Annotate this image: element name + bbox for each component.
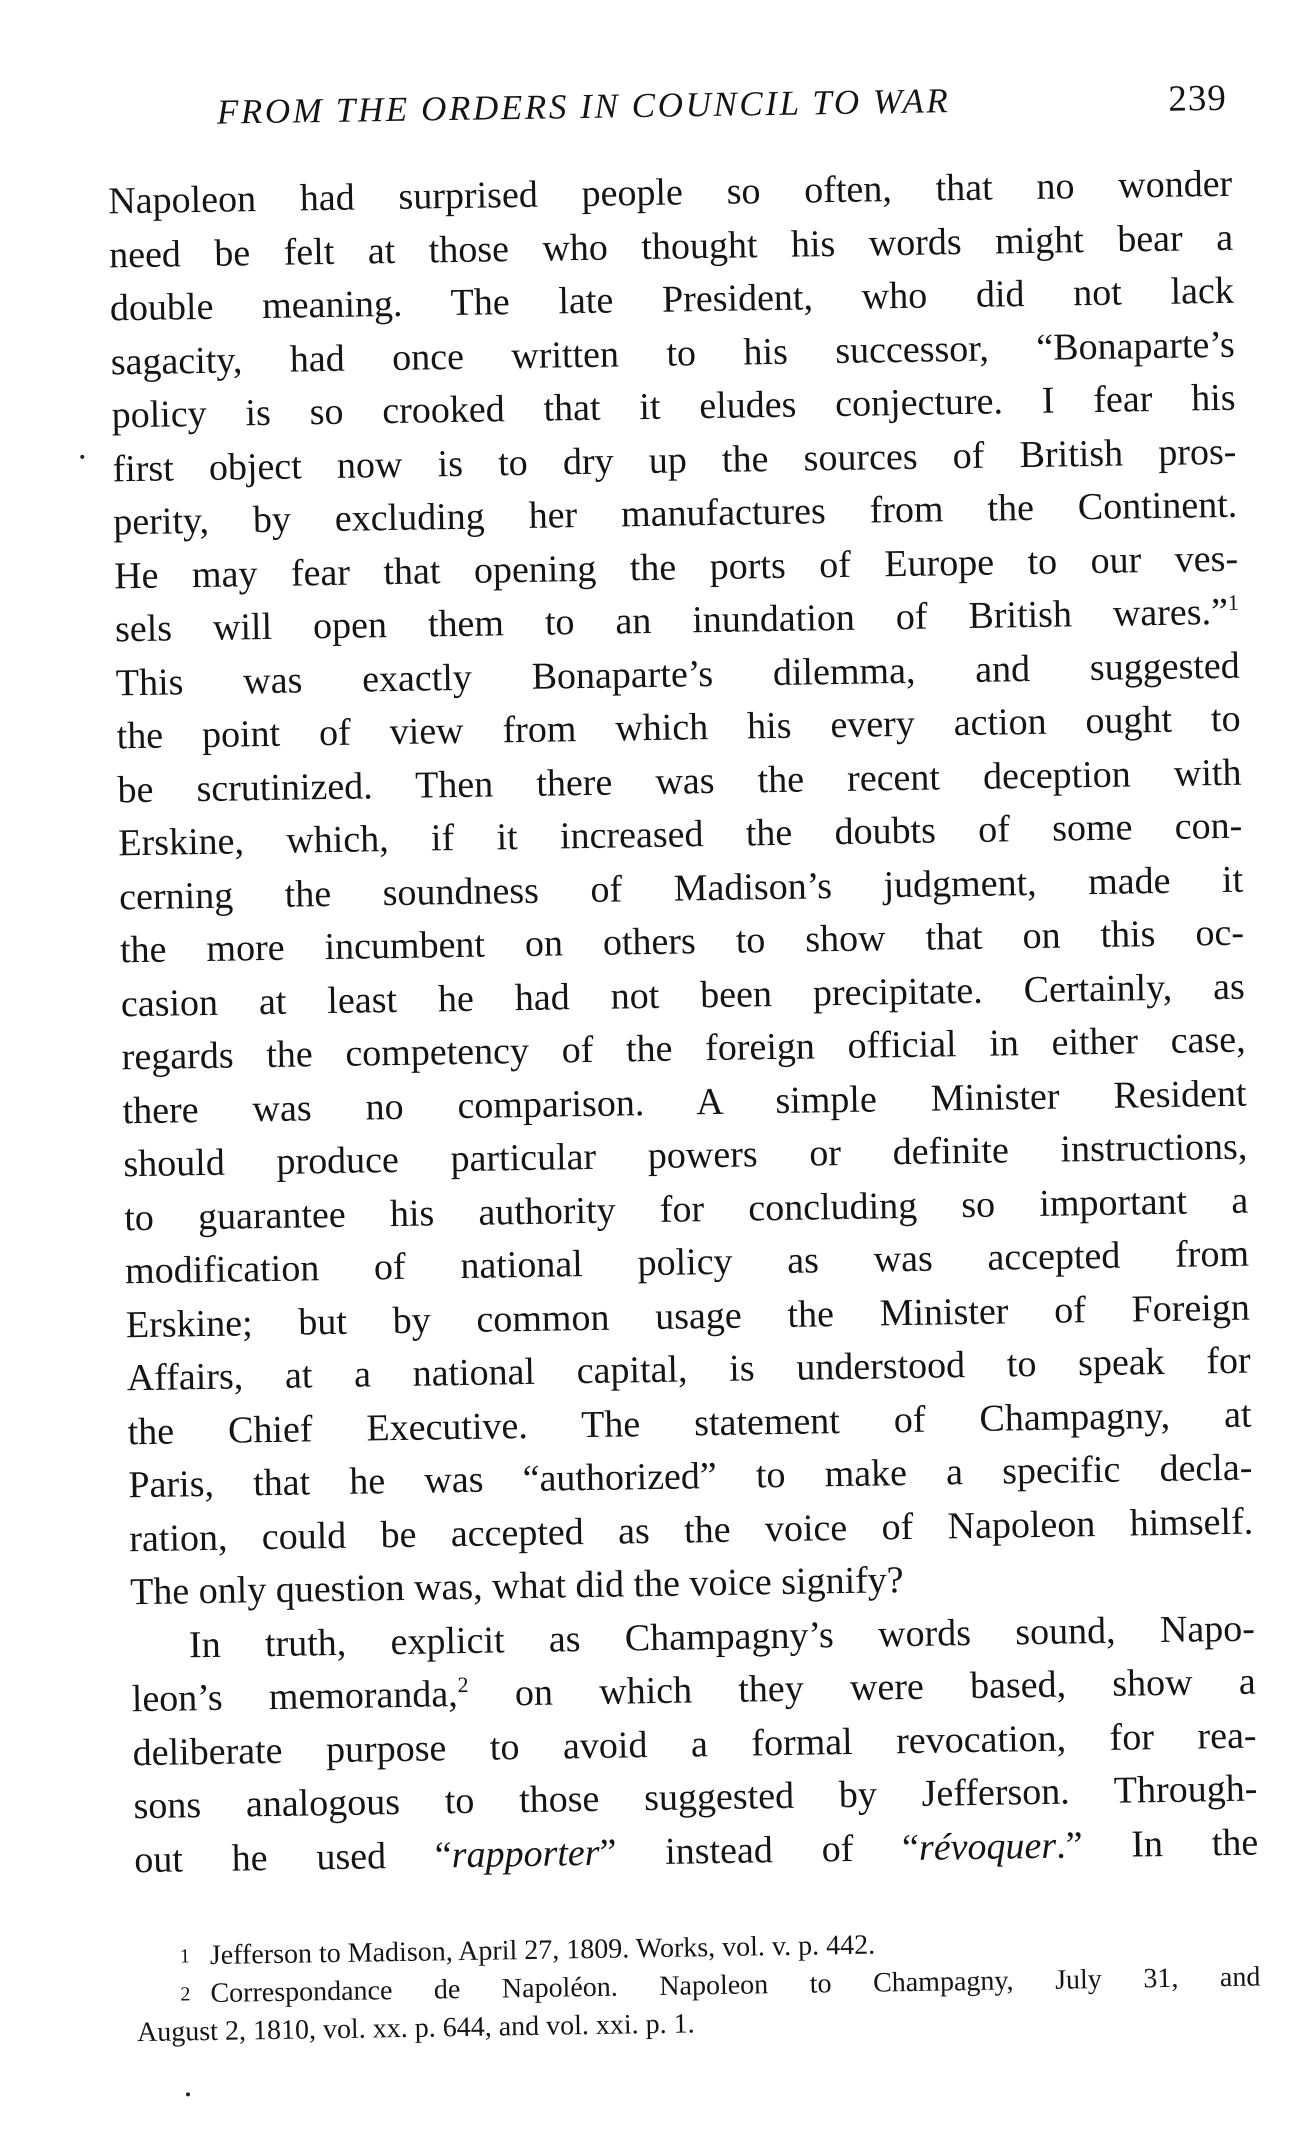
footnote-number: 1 [179,1945,191,1968]
body-line: deliberate purpose to avoid a formal revocation, for rea- [132,1714,1257,1774]
footnote-ref-1[interactable]: 1 [1227,589,1239,615]
paragraph-start-line: In truth, explicit as Champagny’s words sound, Napo- [188,1607,1256,1666]
body-line: This was exactly Bonaparte’s dilemma, and suggested [115,644,1241,704]
margin-speck [80,455,84,459]
body-line-text: leon’s memoranda, [131,1673,459,1721]
body-line: ration, could be accepted as the voice of Napoleon himself. [128,1500,1254,1560]
body-line: regards the competency of the foreign official in either case, [121,1018,1246,1079]
footnote-ref-2[interactable]: 2 [457,1671,469,1698]
body-line: Paris, that he was “authorized” to make a specific decla- [128,1446,1253,1507]
body-line: Erskine, which, if it increased the doubts of some con- [118,804,1243,865]
body-line: He may fear that opening the ports of Europe to our ves- [113,537,1239,597]
footnote-text: Correspondance de Napoléon. Napoleon to Champagny, July 31, and [210,1961,1261,2010]
italic-term-rapporter: rapporter [451,1831,600,1876]
page-number: 239 [1167,77,1228,120]
body-text [108,158,1259,1887]
body-line: first object now is to dry up the sources of British pros- [112,430,1237,490]
body-line: policy is so crooked that it eludes conjecture. I fear his [111,376,1236,437]
body-line-text: ” instead of “ [599,1826,920,1874]
footnote-2-continuation: August 2, 1810, vol. xx. p. 644, and vol. xxi. p. 1. [136,2008,695,2049]
body-line: be scrutinized. Then there was the recent deception with [117,751,1242,811]
body-line: Napoleon had surprised people so often, that no wonder [107,162,1233,223]
body-line: cerning the soundness of Madison’s judgment, made it [118,858,1244,918]
running-head-title: FROM THE ORDERS IN COUNCIL TO WAR [216,81,951,132]
margin-speck [186,2092,190,2096]
footnote-number: 2 [180,1983,191,2006]
body-line: sagacity, had once written to his successor, “Bonaparte’s [110,323,1236,383]
body-line: modification of national policy as was accepted from [124,1232,1250,1293]
italic-term-revoquer: révoquer [918,1824,1057,1869]
body-line: the Chief Executive. The statement of Champagny, at [127,1393,1252,1453]
body-line-text: out he used “ [134,1833,453,1881]
body-line: Erskine; but by common usage the Minister of Foreign [125,1286,1251,1346]
body-line: the more incumbent on others to show that on this oc- [119,911,1245,972]
body-line: the point of view from which his every action ought to [116,697,1241,758]
body-line-text: .” In the [1055,1821,1259,1867]
body-line: casion at least he had not been precipitate. Certainly, as [120,965,1246,1025]
body-line: sons analogous to those suggested by Jefferson. Through- [133,1767,1258,1828]
body-line-text: on which they were based, show a [468,1660,1257,1715]
body-line: to guarantee his authority for concluding so important a [123,1179,1249,1239]
body-line: should produce particular powers or definite instructions, [123,1125,1248,1186]
paragraph-end-line: The only question was, what did the voice signify? [129,1559,904,1614]
body-line: there was no comparison. A simple Minister Resident [122,1072,1247,1132]
body-line: Affairs, at a national capital, is understood to speak for [126,1339,1251,1400]
running-head [217,77,1228,143]
body-line-text: sels will open them to an inundation of British wares.” [114,590,1229,651]
body-line: need be felt at those who thought his words might bear a [108,216,1234,276]
body-line: perity, by excluding her manufactures from the Continent. [113,483,1238,544]
footnotes [136,1921,1262,2052]
body-line: double meaning. The late President, who did not lack [109,269,1235,330]
footnote-text: Jefferson to Madison, April 27, 1809. Works, vol. v. p. 442. [209,1929,876,1972]
